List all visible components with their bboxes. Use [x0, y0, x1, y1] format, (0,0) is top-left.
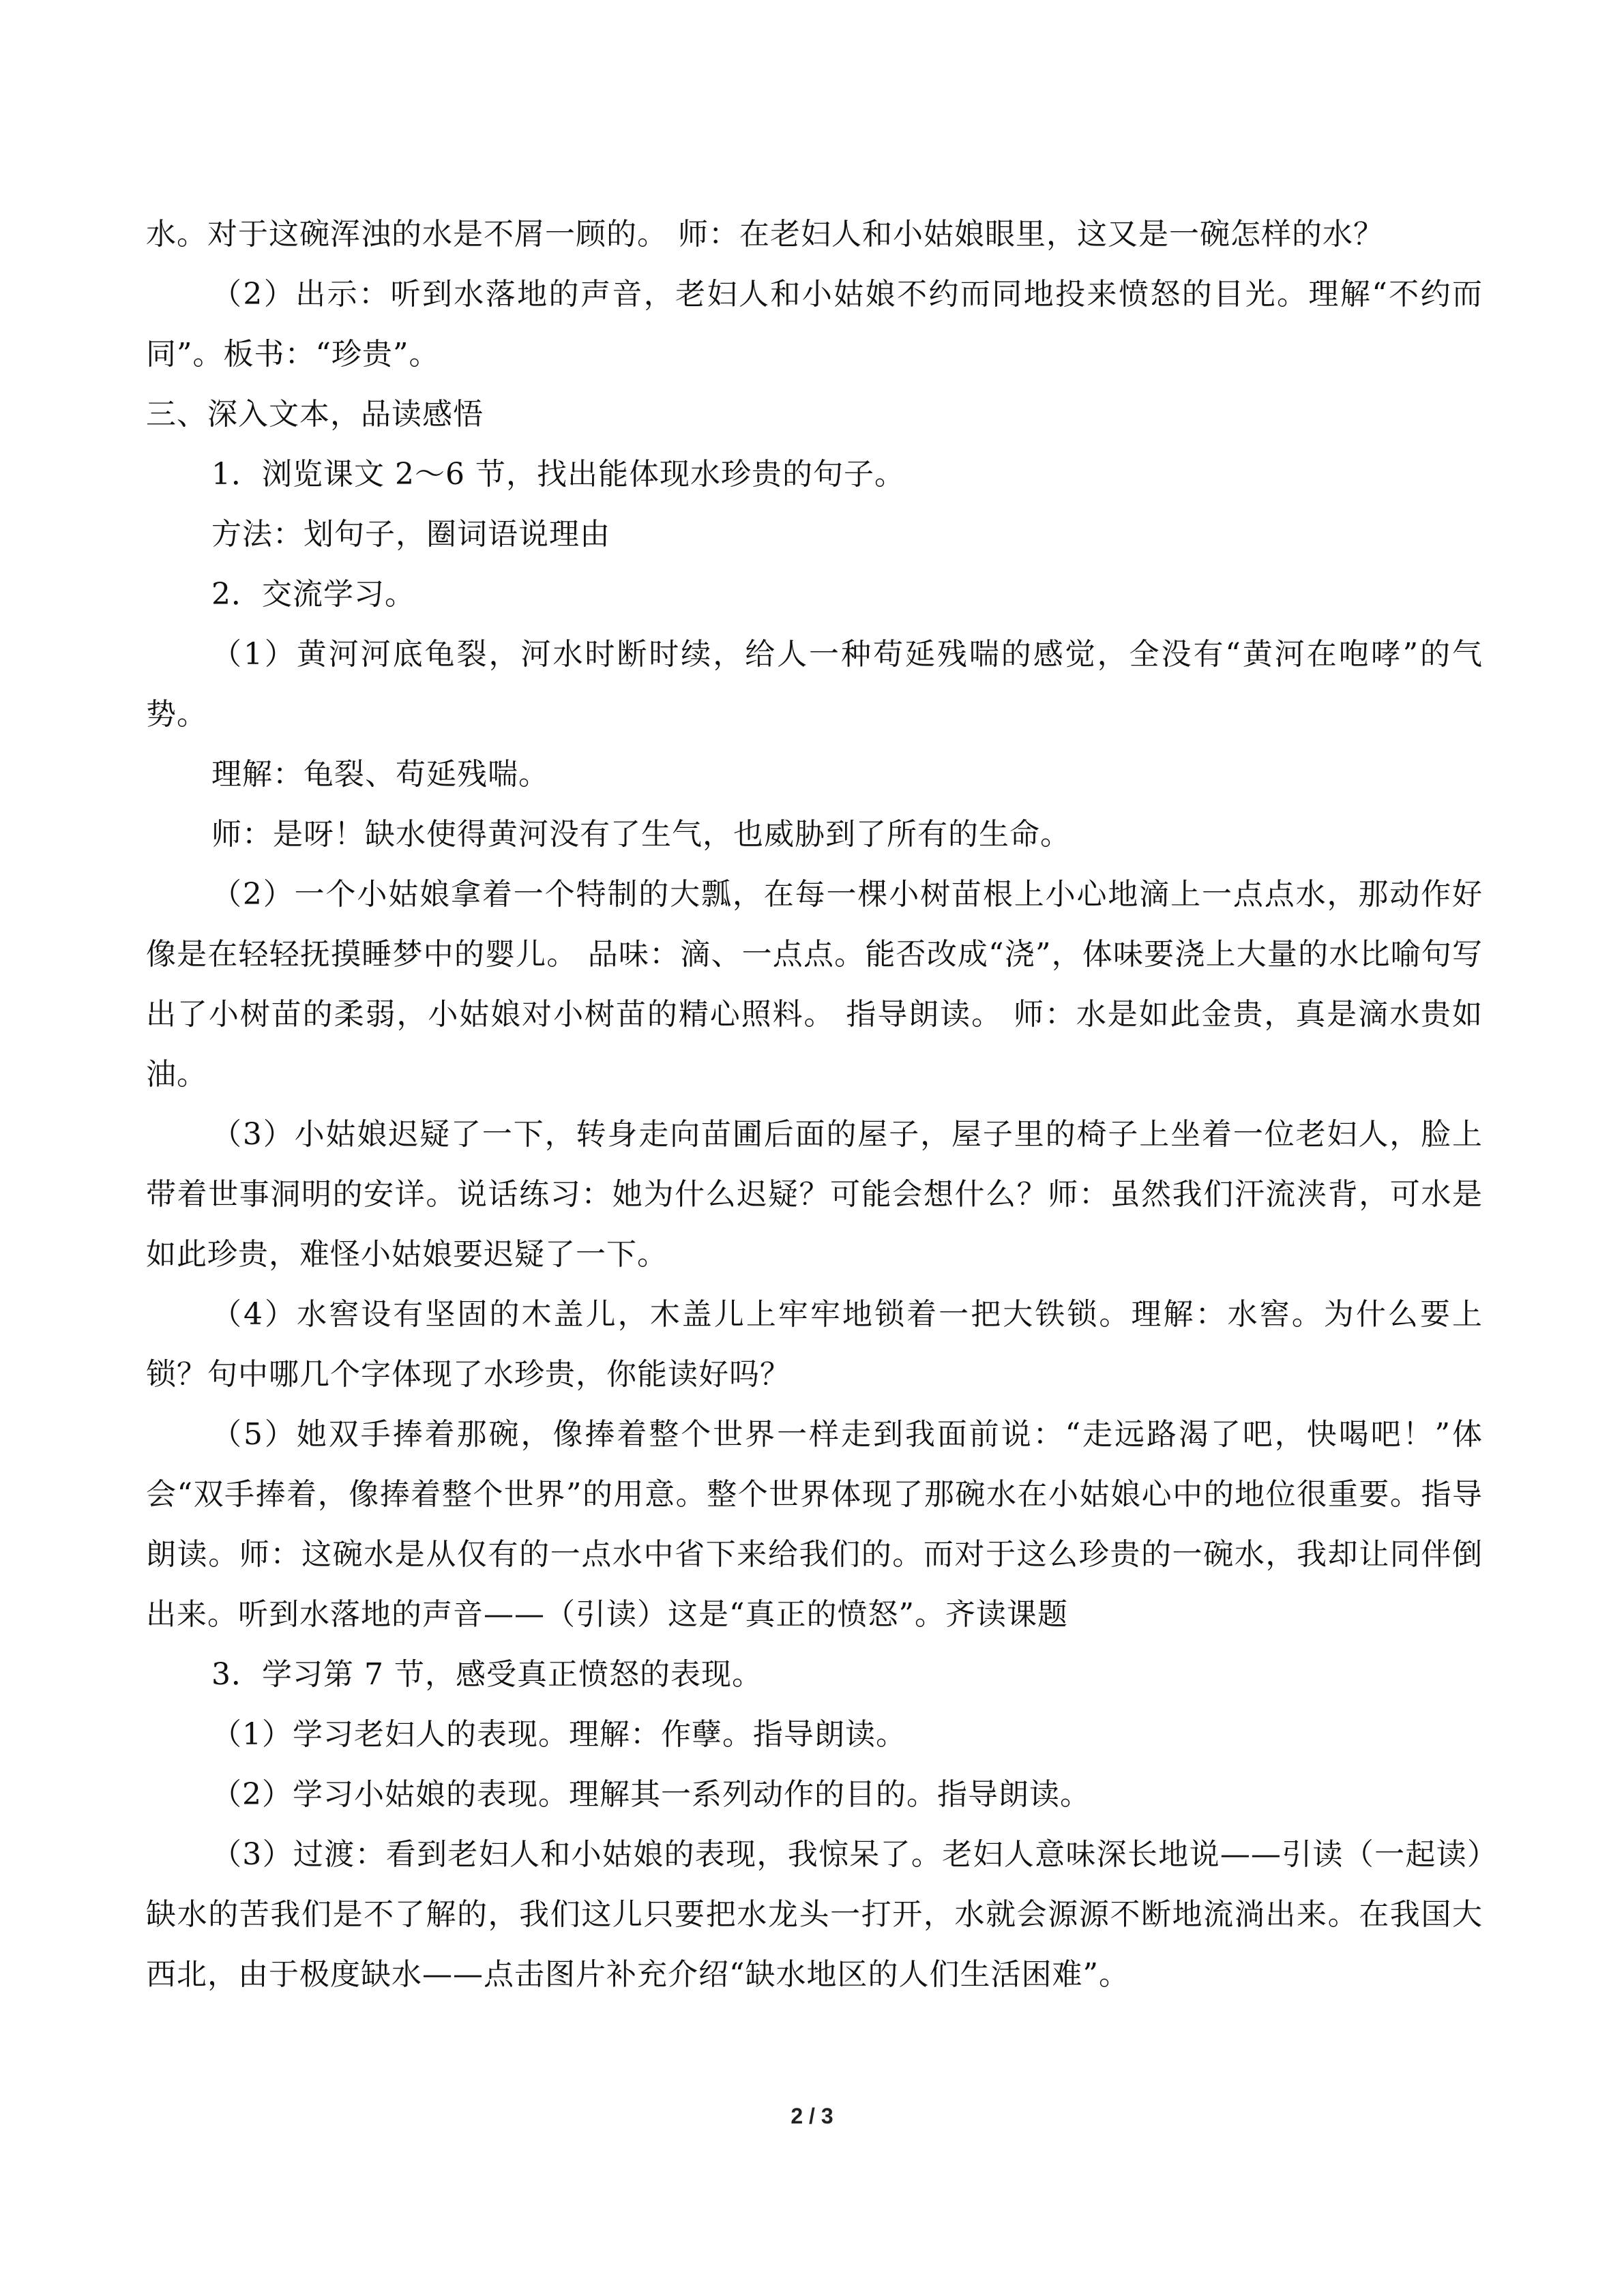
method-note: 方法：划句子，圈词语说理由	[211, 517, 610, 552]
page-number: 2 / 3	[791, 2104, 833, 2128]
paragraph-bowl-of-water: （5）她双手捧着那碗，像捧着整个世界一样走到我面前说：“走远路渴了吧，快喝吧！”体会“双手捧着，像捧着整个世界”的用意。整个世界体现了那碗水在小姑娘心中的地位很重要。指导朗读。师：这碗水是从仅有的一点水中省下来给我们的。而对于这么珍贵的一碗水，我却让同伴倒出来。听到水落地的声音——（引读）这是“真正的愤怒”。齐读课题	[146, 1417, 1483, 1632]
paragraph-transition: （3）过渡：看到老妇人和小姑娘的表现，我惊呆了。老妇人意味深长地说——引读（一起读）缺水的苦我们是不了解的，我们这儿只要把水龙头一打开，水就会源源不断地流淌出来。在我国大西北，由于极度缺水——点击图片补充介绍“缺水地区的人们生活困难”。	[146, 1837, 1483, 1992]
paragraph-old-woman: （1）学习老妇人的表现。理解：作孽。指导朗读。	[211, 1717, 906, 1752]
step-1-browse: 1．浏览课文 2～6 节，找出能体现水珍贵的句子。	[211, 457, 905, 492]
paragraph-show-sentence: （2）出示：听到水落地的声音，老妇人和小姑娘不约而同地投来愤怒的目光。理解“不约而同”。板书：“珍贵”。	[146, 277, 1483, 372]
document-body	[146, 205, 1483, 2005]
paragraph-girl-watering: （2）一个小姑娘拿着一个特制的大瓢，在每一棵小树苗根上小心地滴上一点点水，那动作好像是在轻轻抚摸睡梦中的婴儿。 品味：滴、一点点。能否改成“浇”，体味要浇上大量的水比喻句写出了小树苗的柔弱，小姑娘对小树苗的精心照料。 指导朗读。 师：水是如此金贵，真是滴水贵如油。	[146, 877, 1483, 1092]
paragraph-girl-actions: （2）学习小姑娘的表现。理解其一系列动作的目的。指导朗读。	[211, 1777, 1091, 1812]
paragraph-yellow-river: （1）黄河河底龟裂，河水时断时续，给人一种苟延残喘的感觉，全没有“黄河在咆哮”的气势。	[146, 637, 1483, 732]
section-heading-3: 三、深入文本，品读感悟	[146, 397, 484, 432]
step-3-section-7: 3．学习第 7 节，感受真正愤怒的表现。	[211, 1657, 763, 1692]
paragraph-understand-terms: 理解：龟裂、苟延残喘。	[211, 757, 549, 792]
paragraph-girl-hesitates: （3）小姑娘迟疑了一下，转身走向苗圃后面的屋子，屋子里的椅子上坐着一位老妇人，脸上带着世事洞明的安详。说话练习：她为什么迟疑？可能会想什么？师：虽然我们汗流浃背，可水是如此珍贵，难怪小姑娘要迟疑了一下。	[146, 1117, 1483, 1272]
step-2-exchange: 2．交流学习。	[211, 577, 415, 612]
paragraph-continuation: 水。对于这碗浑浊的水是不屑一顾的。 师：在老妇人和小姑娘眼里，这又是一碗怎样的水？	[146, 217, 1384, 252]
paragraph-water-cellar: （4）水窖设有坚固的木盖儿，木盖儿上牢牢地锁着一把大铁锁。理解：水窖。为什么要上锁？句中哪几个字体现了水珍贵，你能读好吗？	[146, 1297, 1483, 1392]
paragraph-teacher-remark: 师：是呀！缺水使得黄河没有了生气，也威胁到了所有的生命。	[211, 817, 1071, 852]
